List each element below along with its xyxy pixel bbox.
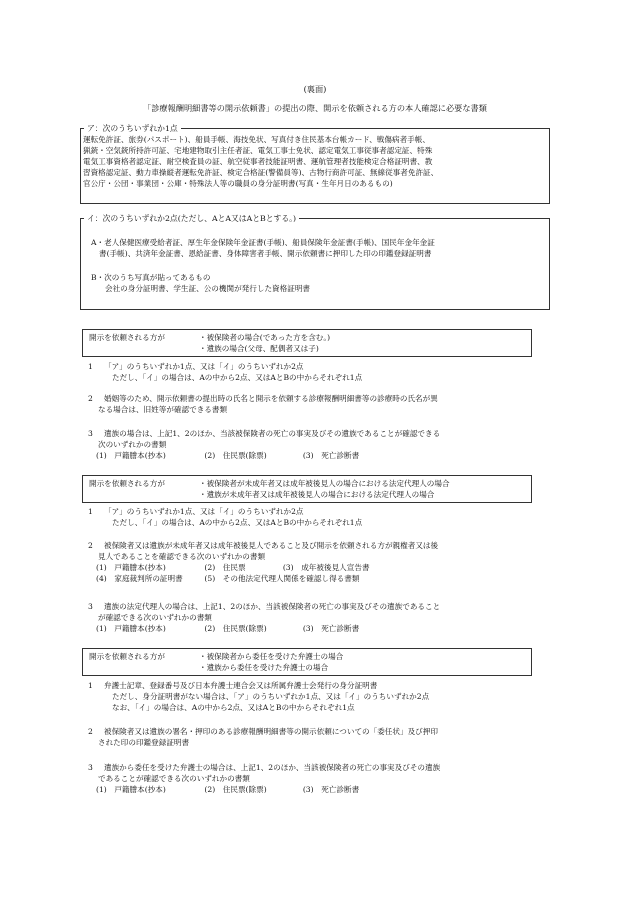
item-text: 見人であることを確認できる次のいずれかの書類: [98, 552, 266, 561]
item-number: 2: [88, 394, 93, 403]
section1-condition-box: [82, 329, 532, 357]
item-text: 次のいずれかの書類: [98, 440, 167, 449]
section2-item-1: [88, 506, 548, 528]
document-option: (4) 家庭裁判所の証明書: [96, 574, 183, 583]
item-text: なお、「イ」の場合は、Aの中から2点、又はAとBの中からそれぞれ1点: [112, 703, 355, 712]
box-a-line: 運転免許証、旅券(パスポート)、船員手帳、海技免状、写真付き住民基本台帳カード、戦傷病者手帳、: [83, 135, 430, 144]
section1-condition-item: ・遺族の場合(父母、配偶者又は子): [199, 344, 319, 353]
section2-condition-label: 開示を依頼される方が: [89, 479, 165, 488]
section3-condition-item: ・遺族から委任を受けた弁護士の場合: [199, 663, 329, 672]
box-b-b-line: 会社の身分証明書、学生証、公の機関が発行した資格証明書: [105, 284, 311, 293]
document-option: (3) 死亡診断書: [302, 451, 360, 460]
section3-item-2: [88, 726, 548, 748]
item-number: 3: [88, 602, 93, 611]
document-option: (3) 死亡診断書: [302, 785, 360, 794]
item-number: 1: [88, 507, 93, 516]
box-b-a-line: 書(手帳)、共済年金証書、恩給証書、身体障害者手帳、開示依頼書に押印した印の印鑑登録証明書: [99, 249, 432, 258]
box-b: [80, 214, 550, 310]
item-text: 遺族から委任を受けた弁護士の場合は、上記1、2のほか、当該被保険者の死亡の事実及びその遺族: [104, 763, 441, 772]
box-a-line: 電気工事資格者認定証、耐空検査員の証、航空従事者技能証明書、運航管理者技能検定合格証明書、教: [83, 157, 433, 166]
document-option: (1) 戸籍謄本(抄本): [96, 451, 166, 460]
section2-condition-box: [82, 475, 532, 503]
item-text: 婚姻等のため、開示依頼書の提出時の氏名と開示を依頼する診療報酬明細書等の診療時の氏名が異: [104, 394, 438, 403]
document-option: (2) 住民票: [204, 563, 246, 572]
item-text: 遺族の法定代理人の場合は、上記1、2のほか、当該被保険者の死亡の事実及びその遺族であること: [104, 602, 441, 611]
item-text: 遺族の場合は、上記1、2のほか、当該被保険者の死亡の事実及びその遺族であることが確認できる: [104, 429, 441, 438]
section1-condition-label: 開示を依頼される方が: [89, 333, 165, 342]
item-text: された印の印鑑登録証明書: [98, 738, 190, 747]
item-number: 3: [88, 429, 93, 438]
section3-item-1: [88, 680, 548, 713]
document-option: (2) 住民票(除票): [204, 785, 267, 794]
section1-condition-item: ・被保険者の場合(であった方を含む。): [199, 333, 331, 342]
section3-condition-label: 開示を依頼される方が: [89, 652, 165, 661]
document-option: (2) 住民票(除票): [204, 624, 267, 633]
section2-item-3: [88, 601, 548, 634]
item-number: 3: [88, 763, 93, 772]
box-a-line: 習資格認定証、動力車操縦者運転免許証、検定合格証(警備員等)、古物行商許可証、無線従事者免許証、: [83, 168, 439, 177]
item-text: であることが確認できる次のいずれかの書類: [98, 774, 250, 783]
box-a-line: 猟銃・空気銃所持許可証、宅地建物取引主任者証、電気工事士免状、認定電気工事従事者認定証、特殊: [83, 146, 433, 155]
page-title: 「診療報酬明細書等の開示依頼書」の提出の際、開示を依頼される方の本人確認に必要な書類: [143, 103, 487, 113]
section3-item-3: [88, 762, 548, 795]
item-text: なる場合は、旧姓等が確認できる書類: [98, 405, 228, 414]
box-a: [80, 124, 550, 204]
item-text: 「ア」のうちいずれか1点、又は「イ」のうちいずれか2点: [104, 507, 304, 516]
item-text: 「ア」のうちいずれか1点、又は「イ」のうちいずれか2点: [104, 362, 304, 371]
item-number: 1: [88, 681, 93, 690]
section3-condition-box: [82, 648, 532, 676]
box-a-legend: ア：次のうちいずれか1点: [84, 123, 181, 134]
item-text: ただし、身分証明書がない場合は、「ア」のうちいずれか1点、又は「イ」のうちいずれか2点: [112, 692, 430, 701]
document-option: (2) 住民票(除票): [204, 451, 267, 460]
section1-item-1: [88, 361, 548, 383]
page-side-label: (裏面): [303, 84, 327, 94]
section2-condition-item: ・遺族が未成年者又は成年被後見人の場合における法定代理人の場合: [199, 490, 435, 499]
item-number: 2: [88, 727, 93, 736]
box-b-legend: イ：次のうちいずれか2点(ただし、AとA又はAとBとする。): [84, 213, 299, 224]
item-text: 被保険者又は遺族が未成年者又は成年被後見人であること及び開示を依頼される方が親権者又は後: [104, 541, 439, 550]
item-text: 被保険者又は遺族の署名・押印のある診療報酬明細書等の開示依頼についての「委任状」及び押印: [104, 727, 438, 736]
item-number: 1: [88, 362, 93, 371]
document-option: (1) 戸籍謄本(抄本): [96, 624, 166, 633]
document-option: (5) その他法定代理人関係を確認し得る書類: [204, 574, 360, 583]
item-text: 弁護士記章、登録番号及び日本弁護士連合会又は所属弁護士会発行の身分証明書: [104, 681, 378, 690]
document-option: (1) 戸籍謄本(抄本): [96, 785, 166, 794]
document-option: (3) 成年被後見人宣告書: [282, 563, 370, 572]
box-b-b-line: B・次のうち写真が貼ってあるもの: [91, 273, 211, 282]
section2-item-2: [88, 540, 548, 584]
section1-item-2: [88, 393, 548, 415]
section1-item-3: [88, 428, 548, 461]
item-text: が確認できる次のいずれかの書類: [98, 613, 212, 622]
box-a-line: 官公庁・公団・事業団・公庫・特殊法人等の職員の身分証明書(写真・生年月日のあるもの): [83, 179, 393, 188]
section3-condition-item: ・被保険者から委任を受けた弁護士の場合: [199, 652, 344, 661]
box-b-a-line: A・老人保健医療受給者証、厚生年金保険年金証書(手帳)、船員保険年金証書(手帳)、国民年金年金証: [91, 238, 435, 247]
item-text: ただし、「イ」の場合は、Aの中から2点、又はAとBの中からそれぞれ1点: [112, 373, 363, 382]
item-number: 2: [88, 541, 93, 550]
document-option: (1) 戸籍謄本(抄本): [96, 563, 166, 572]
document-option: (3) 死亡診断書: [302, 624, 360, 633]
item-text: ただし、「イ」の場合は、Aの中から2点、又はAとBの中からそれぞれ1点: [112, 518, 363, 527]
section2-condition-item: ・被保険者が未成年者又は成年被後見人の場合における法定代理人の場合: [199, 479, 450, 488]
